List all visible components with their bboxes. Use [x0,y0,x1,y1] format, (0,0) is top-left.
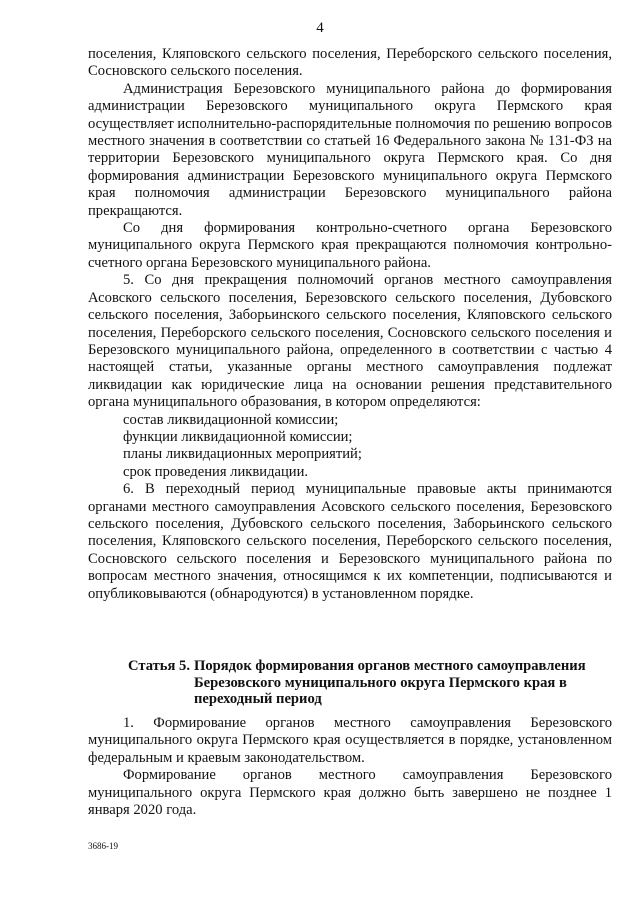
article-heading [88,658,612,708]
paragraph: Формирование органов местного самоуправления Березовского муниципального округа Пермского края должно быть завершено не позднее 1 января 2020 года. [88,767,612,819]
document-body [88,46,612,603]
list-item: срок проведения ликвидации. [123,463,309,480]
article-number: Статья 5. [128,658,190,674]
article-body [88,715,612,819]
paragraph: поселения, Кляповского сельского поселения, Переборского сельского поселения, Сосновского сельского поселения. [88,46,612,80]
page-number: 4 [316,20,324,36]
paragraph-item-6: 6. В переходный период муниципальные правовые акты принимаются органами местного самоуправления Асовского сельского поселения, Березовского сельского поселения, Дубовского сельского поселения, Заборьинского сельского поселения, Кляповского сельского поселения, Переборского сельского поселения, Сосновского сельского поселения и Березовского муниципального района по вопросам местного значения, относящимся к их компетенции, подписываются и опубликовываются (обнародуются) в установленном порядке. [88,481,612,602]
list-item: функции ликвидационной комиссии; [123,428,353,445]
paragraph: Администрация Березовского муниципального района до формирования администрации Березовского муниципального округа Пермского края осуществляет исполнительно-распорядительные полномочия по решению вопросов местного значения в соответствии со статьей 16 Федерального закона № 131-ФЗ на территории Березовского муниципального округа Пермского края. Со дня формирования администрации Березовского муниципального округа Пермского края полномочия администрации Березовского муниципального района прекращаются. [88,80,612,219]
list-item: состав ликвидационной комиссии; [123,411,339,428]
paragraph-item-5: 5. Со дня прекращения полномочий органов местного самоуправления Асовского сельского поселения, Березовского сельского поселения, Дубовского сельского поселения, Заборьинского сельского поселения, Кляповского сельского поселения, Переборского сельского поселения, Сосновского сельского поселения и Березовского муниципального района, определенного в соответствии с частью 4 настоящей статьи, указанные органы местного самоуправления подлежат ликвидации как юридические лица на основании решения представительного органа муниципального образования, в котором определяются: [88,272,612,411]
paragraph: 1. Формирование органов местного самоуправления Березовского муниципального округа Пермского края осуществляется в порядке, установленном федеральным и краевым законодательством. [88,715,612,766]
article-title: Порядок формирования органов местного самоуправления Березовского муниципального округа Пермского края в переходный период [194,658,586,707]
list-item: планы ликвидационных мероприятий; [123,446,362,463]
paragraph: Со дня формирования контрольно-счетного органа Березовского муниципального округа Пермского края прекращаются полномочия контрольно-счетного органа Березовского муниципального района. [88,220,612,271]
footer-code: 3686-19 [88,841,118,851]
